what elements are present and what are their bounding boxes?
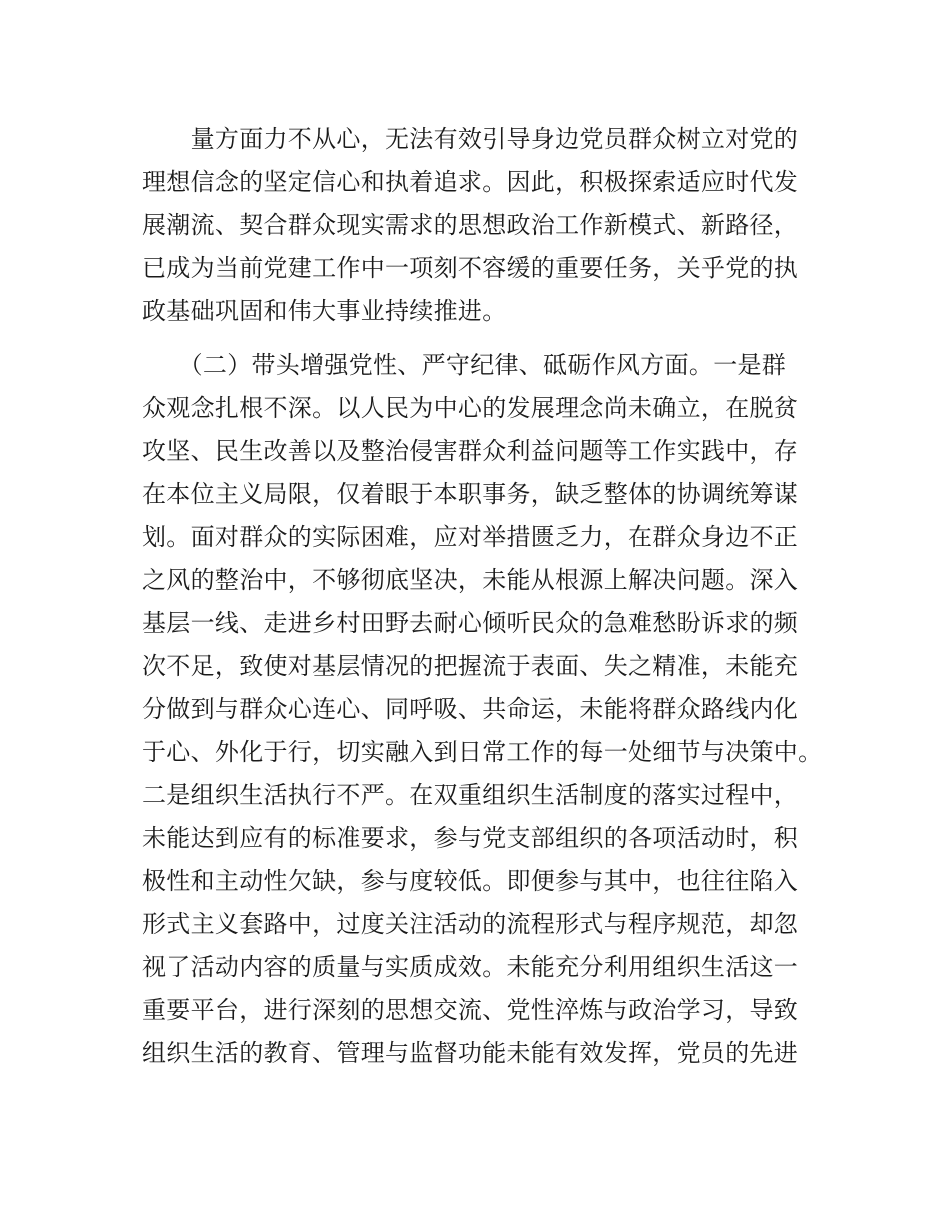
text-line: 展潮流、契合群众现实需求的思想政治工作新模式、新路径，: [142, 211, 799, 239]
text-line: 组织生活的教育、管理与监督功能未能有效发挥，党员的先进: [142, 1039, 799, 1067]
text-line: 极性和主动性欠缺，参与度较低。即便参与其中，也往往陷入: [142, 867, 799, 895]
text-line: 基层一线、走进乡村田野去耐心倾听民众的急难愁盼诉求的频: [142, 609, 799, 637]
text-line: 划。面对群众的实际困难，应对举措匮乏力，在群众身边不正: [142, 523, 799, 551]
text-line: 视了活动内容的质量与实质成效。未能充分利用组织生活这一: [142, 953, 799, 981]
text-line: 分做到与群众心连心、同呼吸、共命运，未能将群众路线内化: [142, 695, 799, 723]
text-line: 众观念扎根不深。以人民为中心的发展理念尚未确立，在脱贫: [142, 394, 799, 422]
text-line: （二）带头增强党性、严守纪律、砥砺作风方面。一是群: [142, 351, 787, 379]
text-line: 于心、外化于行，切实融入到日常工作的每一处细节与决策中。: [142, 738, 823, 766]
text-line: 理想信念的坚定信心和执着追求。因此，积极探索适应时代发: [142, 168, 799, 196]
text-line: 次不足，致使对基层情况的把握流于表面、失之精准，未能充: [142, 652, 799, 680]
text-line: 量方面力不从心，无法有效引导身边党员群众树立对党的: [142, 125, 799, 153]
text-line: 政基础巩固和伟大事业持续推进。: [142, 297, 507, 325]
text-line: 形式主义套路中，过度关注活动的流程形式与程序规范，却忽: [142, 910, 799, 938]
text-line: 已成为当前党建工作中一项刻不容缓的重要任务，关乎党的执: [142, 254, 799, 282]
text-line: 在本位主义局限，仅着眼于本职事务，缺乏整体的协调统筹谋: [142, 480, 799, 508]
text-line: 重要平台，进行深刻的思想交流、党性淬炼与政治学习，导致: [142, 996, 799, 1024]
text-line: 攻坚、民生改善以及整治侵害群众利益问题等工作实践中，存: [142, 437, 799, 465]
text-line: 未能达到应有的标准要求，参与党支部组织的各项活动时，积: [142, 824, 799, 852]
paragraph-2: [142, 344, 832, 1075]
text-line: 二是组织生活执行不严。在双重组织生活制度的落实过程中，: [142, 781, 799, 809]
text-line: 之风的整治中，不够彻底坚决，未能从根源上解决问题。深入: [142, 566, 799, 594]
paragraph-1: [142, 118, 832, 333]
